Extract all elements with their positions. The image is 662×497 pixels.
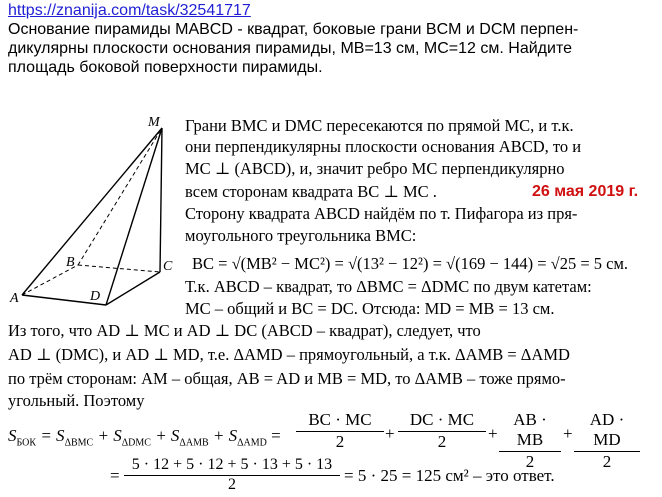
fraction-numeric-sum: 5 · 12 + 5 · 12 + 5 · 13 + 5 · 13 2 xyxy=(124,456,340,494)
date-stamp: 26 мая 2019 г. xyxy=(532,183,639,200)
area-sum-expression: $S_{БОК} = S_{\Delta BMC} + S_{\Delta DMC} + S_{\Delta AMB} + S_{\Delta AMD}$ = xyxy=(8,426,281,449)
formula-bc: BC = √(MB² − MC²) = √(13² − 12²) = √(169 − 144) = √25 = 5 см. xyxy=(192,254,629,273)
problem-line-3: площадь боковой поверхности пирамиды. xyxy=(8,59,323,76)
plus-sign-2: + xyxy=(488,424,498,443)
vertex-label-d: D xyxy=(90,289,101,304)
source-link[interactable]: https://znanija.com/task/32541717 xyxy=(8,2,251,19)
solution-line-1: Грани BMC и DMC пересекаются по прямой MC, и т.к. xyxy=(185,116,574,135)
problem-line-1: Основание пирамиды MABCD - квадрат, боковые грани BCM и DCM перпен- xyxy=(8,21,579,38)
solution-line-8: MC – общий и BC = DC. Отсюда: MD = MB = 13 см. xyxy=(185,299,555,318)
row2-equals: = xyxy=(110,466,120,485)
vertex-label-m: M xyxy=(148,115,160,130)
solution-line-12: угольный. Поэтому xyxy=(8,391,145,410)
solution-line-4: всем сторонам квадрата BC ⊥ MC . xyxy=(185,182,437,201)
solution-line-3: MC ⊥ (ABCD), и, значит ребро MC перпендикулярно xyxy=(185,159,565,178)
solution-line-7: Т.к. ABCD – квадрат, то ΔBMC = ΔDMC по двум катетам: xyxy=(185,277,592,296)
fraction-ab-mb: AB · MB 2 xyxy=(499,410,561,472)
fraction-bc-mc: BC · MC 2 xyxy=(296,410,384,452)
fraction-ad-md: AD · MD 2 xyxy=(574,410,640,472)
problem-line-2: дикулярны плоскости основания пирамиды, MB=13 см, MC=12 см. Найдите xyxy=(8,40,572,57)
final-answer: = 5 · 25 = 125 см² – это ответ. xyxy=(344,466,555,485)
fraction-dc-mc: DC · MC 2 xyxy=(398,410,486,452)
pyramid-figure xyxy=(0,110,185,310)
plus-sign-1: + xyxy=(385,424,395,443)
solution-line-5: Сторону квадрата ABCD найдём по т. Пифагора из пря- xyxy=(185,204,578,223)
solution-line-2: они перпендикулярны плоскости основания ABCD, то и xyxy=(185,137,582,156)
solution-line-6: моугольного треугольника BMC: xyxy=(185,226,417,245)
vertex-label-a: A xyxy=(10,291,19,306)
solution-line-9: Из того, что AD ⊥ MC и AD ⊥ DC (ABCD – квадрат), следует, что xyxy=(8,321,481,340)
solution-line-11: по трём сторонам: AM – общая, AB = AD и MB = MD, то ΔAMB – тоже прямо- xyxy=(8,369,566,388)
vertex-label-c: C xyxy=(163,259,173,274)
plus-sign-3: + xyxy=(563,424,573,443)
solution-line-10: AD ⊥ (DMC), и AD ⊥ MD, т.е. ΔAMD – прямоугольный, а т.к. ΔAMB = ΔAMD xyxy=(8,345,570,364)
vertex-label-b: B xyxy=(66,255,75,270)
